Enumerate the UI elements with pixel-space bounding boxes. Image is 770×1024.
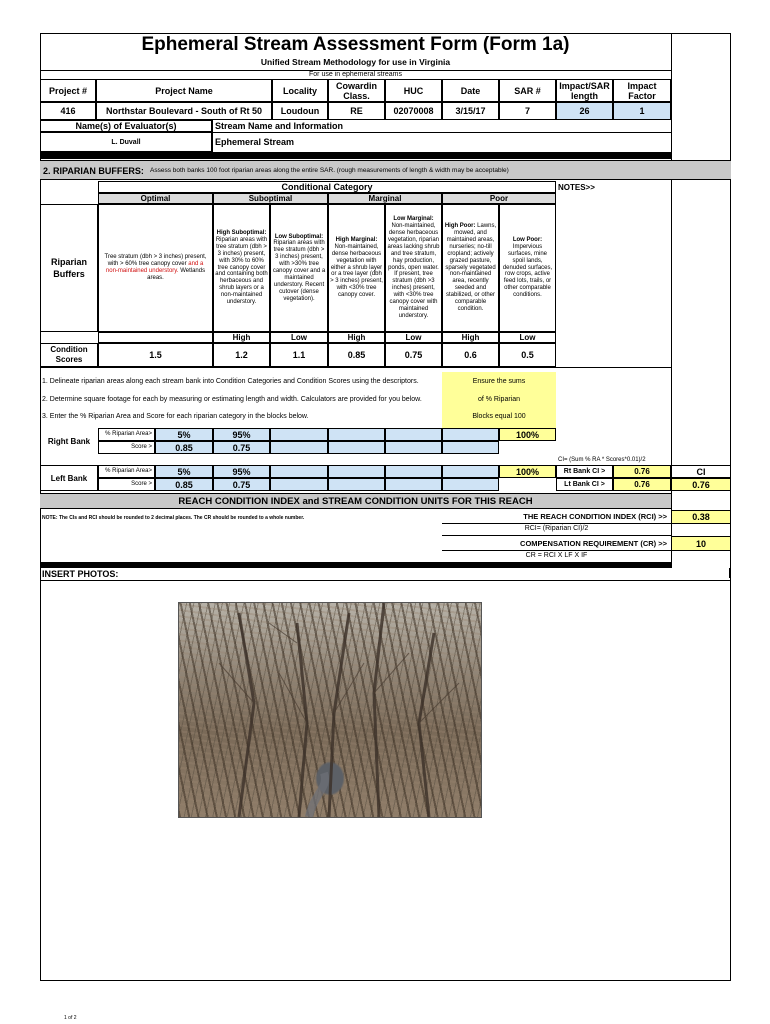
col-project-name: Project Name [96, 79, 272, 102]
form-title: Ephemeral Stream Assessment Form (Form 1a) [141, 34, 570, 55]
category-suboptimal: Suboptimal [213, 193, 328, 204]
photo-trees [179, 603, 481, 817]
section-separator [40, 153, 671, 159]
score-mar-high: 0.85 [328, 343, 385, 367]
notes-label: NOTES>> [558, 183, 595, 192]
right-bank-score-label: Score > [98, 441, 155, 454]
col-project-num: Project # [40, 79, 96, 102]
high-poor-descriptor: High Poor: Lawns, mowed, and maintained areas, nurseries; no-till cropland; actively grazed pasture, sparsely vegetated non-maintained area, recently seeded and stabilized, or other comparable condition. [442, 204, 499, 332]
right-bank-pct-1[interactable]: 5% [155, 428, 213, 441]
impact-sar-length[interactable]: 26 [556, 102, 613, 120]
low-suboptimal-descriptor: Low Suboptimal: Riparian areas with tree stratum (dbh > 3 inches) present, with >30% tree canopy cover and a maintained understory. Recent cutover (dense vegetation). [270, 204, 328, 332]
ci-formula: CI= (Sum % RA * Scores*0.01)/2 [558, 457, 646, 463]
left-bank-score-6[interactable] [442, 478, 499, 491]
hl-mar-low: Low [385, 332, 442, 343]
left-bank-pct-6[interactable] [442, 465, 499, 478]
col-huc: HUC [385, 79, 442, 102]
left-bank-pct-4[interactable] [328, 465, 385, 478]
left-bank-score-3[interactable] [270, 478, 328, 491]
instruction-step-3: 3. Enter the % Riparian Area and Score for each riparian category in the blocks below. [42, 413, 309, 420]
ensure-sums-line2: of % Riparian [477, 396, 521, 403]
hl-sub-high: High [213, 332, 270, 343]
stream-photo [178, 602, 482, 818]
low-marginal-descriptor: Low Marginal: Non-maintained, dense herbaceous vegetation, riparian areas lacking shrub and tree stratum, hay production, ponds, open water. If present, tree stratum (dbh >3 inches) present, with <30% tree canopy cover with maintained understory. [385, 204, 442, 332]
left-bank-score-1[interactable]: 0.85 [155, 478, 213, 491]
insert-photos-label: INSERT PHOTOS: [42, 569, 119, 579]
right-bank-score-3[interactable] [270, 441, 328, 454]
high-marginal-descriptor: High Marginal: Non-maintained, dense herbaceous vegetation with either a shrub layer or a tree layer (dbh > 3 inches) present, with <30% tree canopy cover. [328, 204, 385, 332]
riparian-buffers-label: Riparian Buffers [40, 204, 98, 332]
sar-number[interactable]: 7 [499, 102, 556, 120]
col-impact-factor: Impact Factor [613, 79, 671, 102]
lt-bank-ci-label: Lt Bank CI > [556, 478, 613, 491]
score-poor-high: 0.6 [442, 343, 499, 367]
rci-formula: RCI= (Riparian CI)/2 [524, 525, 589, 532]
rci-label: THE REACH CONDITION INDEX (RCI) >> [523, 512, 667, 521]
score-sub-high: 1.2 [213, 343, 270, 367]
rt-bank-ci-label: Rt Bank CI > [556, 465, 613, 478]
impact-factor[interactable]: 1 [613, 102, 671, 120]
left-bank-score-4[interactable] [328, 478, 385, 491]
left-bank-score-5[interactable] [385, 478, 442, 491]
locality[interactable]: Loudoun [272, 102, 328, 120]
right-bank-score-1[interactable]: 0.85 [155, 441, 213, 454]
project-num[interactable]: 416 [40, 102, 96, 120]
project-name[interactable]: Northstar Boulevard - South of Rt 50 [96, 102, 272, 120]
score-poor-low: 0.5 [499, 343, 556, 367]
category-marginal: Marginal [328, 193, 442, 204]
cr-formula: CR = RCI X LF X IF [525, 552, 588, 559]
right-bank-score-4[interactable] [328, 441, 385, 454]
stream-name-value[interactable]: Ephemeral Stream [215, 137, 295, 147]
ci-value: 0.76 [671, 478, 731, 491]
riparian-section-title: 2. RIPARIAN BUFFERS: [43, 166, 144, 176]
cowardin[interactable]: RE [328, 102, 385, 120]
cr-label: COMPENSATION REQUIREMENT (CR) >> [520, 539, 667, 548]
right-bank-score-5[interactable] [385, 441, 442, 454]
score-optimal: 1.5 [98, 343, 213, 367]
condition-scores-label: Condition Scores [40, 343, 98, 367]
left-bank-pct-label: % Riparian Area> [98, 465, 155, 478]
photo-separator [40, 562, 671, 568]
col-cowardin: Cowardin Class. [328, 79, 385, 102]
high-suboptimal-descriptor: High Suboptimal: Riparian areas with tree stratum (dbh > 3 inches) present, with 30% to 60% tree canopy cover and containing both herbaceous and shrub layers or a non-maintained understory. [213, 204, 270, 332]
ci-label: CI [671, 465, 731, 478]
col-impact-sar: Impact/SAR length [556, 79, 613, 102]
right-bank-pct-3[interactable] [270, 428, 328, 441]
left-bank-pct-3[interactable] [270, 465, 328, 478]
evaluator-value[interactable]: L. Duvall [40, 132, 212, 152]
page-number: 1 of 2 [64, 1015, 77, 1021]
left-bank-total: 100% [499, 465, 556, 478]
conditional-category: Conditional Category [98, 181, 556, 193]
low-poor-descriptor: Low Poor: Impervious surfaces, mine spoil lands, denuded surfaces, row crops, active feed lots, trails, or other comparable conditions. [499, 204, 556, 332]
right-bank-pct-6[interactable] [442, 428, 499, 441]
ensure-sums-line3: Blocks equal 100 [472, 413, 526, 420]
rt-bank-ci-value: 0.76 [613, 465, 671, 478]
right-bank-score-2[interactable]: 0.75 [213, 441, 270, 454]
category-optimal: Optimal [98, 193, 213, 204]
instruction-step-2: 2. Determine square footage for each by measuring or estimating length and width. Calculators are provided for you below. [42, 396, 422, 403]
hl-spacer [98, 332, 213, 343]
right-bank-pct-label: % Riparian Area> [98, 428, 155, 441]
lt-bank-ci-value: 0.76 [613, 478, 671, 491]
hl-poor-high: High [442, 332, 499, 343]
instruction-step-1: 1. Delineate riparian areas along each stream bank into Condition Categories and Condition Scores using the descriptors. [42, 378, 419, 385]
rci-value: 0.38 [671, 510, 731, 524]
form-subnote: For use in ephemeral streams [309, 71, 402, 78]
rounding-note: NOTE: The CIs and RCI should be rounded to 2 decimal places. The CR should be rounded to a whole number. [42, 515, 305, 521]
category-poor: Poor [442, 193, 556, 204]
col-date: Date [442, 79, 499, 102]
right-bank-pct-2[interactable]: 95% [213, 428, 270, 441]
left-bank-label: Left Bank [40, 465, 98, 491]
hl-sub-low: Low [270, 332, 328, 343]
score-sub-low: 1.1 [270, 343, 328, 367]
left-bank-pct-1[interactable]: 5% [155, 465, 213, 478]
ensure-sums-line1: Ensure the sums [472, 378, 526, 385]
right-bank-total: 100% [499, 428, 556, 441]
hl-mar-high: High [328, 332, 385, 343]
evaluator-label: Name(s) of Evaluator(s) [40, 120, 212, 132]
riparian-section-note: Assess both banks 100 foot riparian areas along the entire SAR. (rough measurements of length & width may be acceptable) [150, 167, 509, 174]
optimal-descriptor: Tree stratum (dbh > 3 inches) present, with > 60% tree canopy cover and a non-maintained understory. Wetlands areas. [98, 204, 213, 332]
right-bank-pct-4[interactable] [328, 428, 385, 441]
left-bank-score-label: Score > [98, 478, 155, 491]
huc[interactable]: 02070008 [385, 102, 442, 120]
stream-name-label: Stream Name and Information [215, 121, 344, 131]
hl-poor-low: Low [499, 332, 556, 343]
right-bank-pct-5[interactable] [385, 428, 442, 441]
left-bank-pct-2[interactable]: 95% [213, 465, 270, 478]
right-bank-label: Right Bank [47, 436, 91, 446]
cr-value: 10 [671, 536, 731, 551]
date[interactable]: 3/15/17 [442, 102, 499, 120]
form-subtitle: Unified Stream Methodology for use in Virginia [260, 57, 451, 67]
score-mar-low: 0.75 [385, 343, 442, 367]
right-bank-score-6[interactable] [442, 441, 499, 454]
reach-banner-text: REACH CONDITION INDEX and STREAM CONDITION UNITS FOR THIS REACH [178, 496, 533, 507]
left-bank-pct-5[interactable] [385, 465, 442, 478]
col-sar: SAR # [499, 79, 556, 102]
col-locality: Locality [272, 79, 328, 102]
left-bank-score-2[interactable]: 0.75 [213, 478, 270, 491]
